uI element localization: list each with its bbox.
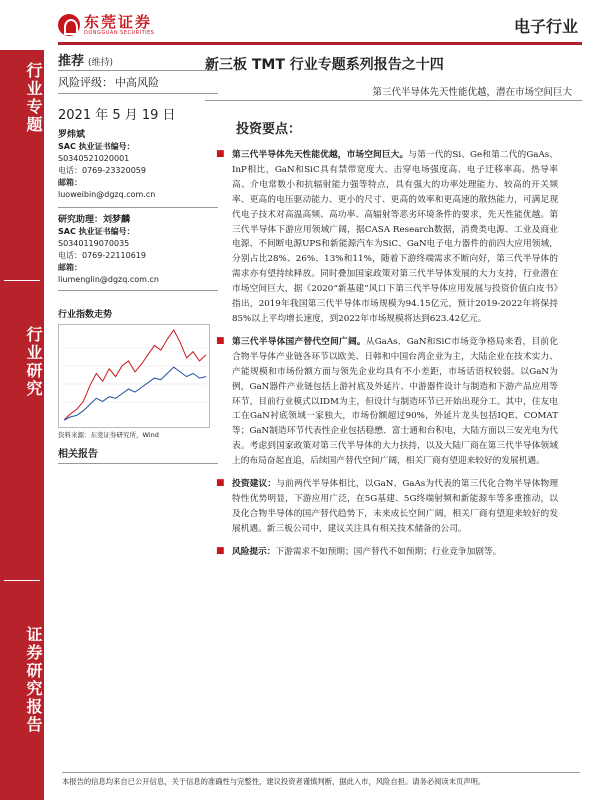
analyst-2 (58, 214, 218, 286)
related-reports-heading: 相关报告 (58, 445, 218, 464)
report-date: 2021 年 5 月 19 日 (58, 108, 176, 123)
analyst-phone: 电话：0769-22110619 (58, 251, 146, 260)
key-point (216, 545, 558, 560)
key-point-lead: 投资建议： (232, 479, 277, 490)
chart-svg (58, 324, 210, 428)
key-point-body: 从GaAs、GaN和SiC市场竞争格局来看，目前化合物半导体产业链各环节以欧美、日韩和中国台湾企业为主，大陆企业在技术实力、产能规模和市场份额方面与领先企业均具有不小差距，市场话语权较弱。以GaN为例，GaN器件产业链包括上游衬底及外延片、中游器件设计与制造和下游产品应用等环节，目前行业模式以IDM为主，但设计与制造环节已开始出现分工。其中，住友电工在GaN衬底领域一家独大，市场份额超过90%，外延片龙头包括IQE、COMAT等；GaN制造环节代表性企业包括稳懋、富士通和台积电，大陆方面以三安光电为代表。考虑到国家政策对第三代半导体的大力扶持，以及大陆厂商在第三代半导体领域上的布局奋起直追，后续国产替代空间广阔，相关厂商有望迎来较好的发展机遇。 (232, 336, 559, 467)
analyst-name: 罗炜斌 (58, 130, 86, 140)
analyst-cert: S0340521020001 (58, 154, 130, 163)
rating-note: (维持) (88, 58, 114, 68)
key-point-body: 下游需求不如预期；国产替代不如预期；行业竞争加剧等。 (275, 546, 502, 557)
key-point-lead: 第三代半导体国产替代空间广阔。 (232, 336, 366, 347)
sidebar-label-report: 证券研究报告 (24, 626, 43, 734)
chart-title: 行业指数走势 (58, 310, 113, 320)
analyst-cert-label: SAC 执业证书编号： (58, 142, 135, 151)
analyst-email-label: 邮箱： (58, 178, 82, 187)
risk-rating (58, 71, 218, 93)
analyst-email[interactable]: luoweibin@dgzq.com.cn (58, 190, 156, 199)
chart-source: 资料来源：东莞证券研究所，Wind (58, 431, 159, 439)
key-point-lead: 风险提示： (232, 546, 276, 557)
sidebar-label-topic: 行业专题 (24, 62, 43, 134)
sidebar (0, 50, 44, 800)
key-point (216, 335, 558, 469)
key-point (216, 148, 558, 327)
sidebar-divider (4, 280, 40, 281)
key-points (216, 148, 558, 568)
industry-index-chart (58, 324, 210, 428)
key-point-body: 与第一代的Si、Ge和第二代的GaAs、InP相比，GaN和SiC具有禁带宽度大、击穿电场强度高、电子迁移率高、热导率高、介电常数小和抗辐射能力强等特点，具有强大的功率处理能力、较高的开关频率、更高的电压驱动能力、更小的尺寸、更高的效率和更高速的散热能力，可满足现代电子技术对高温高频、高功率、高辐射等恶劣环境条件的要求，先天性能优越。第三代半导体下游应用领域广阔，据CASA Research数据，消费类电源、工业及商业电源、不间断电源UPS和新能源汽车为SiC、GaN电子电力器件的前四大应用领域，分别占比28%、26%、13%和11%，随着下游终端需求不断向好，第三代半导体的需求亦有望持续释放。同时叠加国家政策对第三代半导体发展的大力支持，行业潜在市场空间巨大，据《2020“新基建”风口下第三代半导体应用发展与投资价值白皮书》指出，2019年我国第三代半导体市场规模为94.15亿元，预计2019-2022年将保持85%以上平均增长速度，到2022年市场规模将达到623.42亿元。 (232, 150, 558, 324)
rating (58, 50, 218, 70)
bullet-icon: ■ (216, 545, 225, 556)
analyst-email[interactable]: liumenglin@dgzq.com.cn (58, 275, 159, 284)
analyst-cert-label: SAC 执业证书编号： (58, 227, 135, 236)
analyst-1 (58, 129, 218, 201)
report-subtitle: 第三代半导体先天性能优越，潜在市场空间巨大 (372, 87, 572, 98)
rating-label: 推荐 (58, 54, 85, 69)
sidebar-label-research: 行业研究 (24, 326, 43, 398)
key-point-body: 与前两代半导体相比，以GaN、GaAs为代表的第三代化合物半导体物理特性优势明显，下游应用广泛，在5G基建、5G终端射频和新能源车等多重推动，以及化合物半导体的国产替代趋势下，未来成长空间广阔，相关厂商有望迎来较好的发展机遇。新三板公司中，建议关注具有相关技术储备的公司。 (232, 479, 559, 534)
title-divider (205, 100, 582, 101)
logo-name: 东莞证券 (84, 13, 153, 31)
key-point-lead: 第三代半导体先天性能优越，市场空间巨大。 (232, 150, 409, 160)
industry-label: 电子行业 (513, 17, 578, 36)
risk-label: 风险评级： (58, 76, 113, 89)
logo-name-en: DONGGUAN SECURITIES (84, 30, 155, 36)
logo-icon (58, 14, 80, 36)
analyst-email-label: 邮箱： (58, 263, 82, 272)
report-title: 新三板 TMT 行业专题系列报告之十四 (205, 57, 444, 73)
disclaimer-footer: 本报告的信息均来自已公开信息，关于信息的准确性与完整性，建议投资者谨慎判断，据此入市，风险自担。请务必阅读末页声明。 (62, 772, 580, 787)
analyst-cert: S0340119070035 (58, 239, 130, 248)
key-point (216, 477, 558, 537)
analyst-name: 研究助理：刘梦麟 (58, 215, 131, 225)
risk-value: 中高风险 (115, 76, 159, 89)
sidebar-divider (4, 580, 40, 581)
header-divider (58, 42, 582, 45)
bullet-icon: ■ (216, 335, 225, 346)
analyst-phone: 电话：0769-23320059 (58, 166, 146, 175)
chart-series-line-1 (64, 367, 206, 420)
left-column (58, 50, 218, 464)
company-logo (58, 14, 154, 36)
bullet-icon: ■ (216, 149, 225, 159)
key-points-heading: 投资要点： (236, 122, 302, 137)
bullet-icon: ■ (216, 478, 225, 489)
